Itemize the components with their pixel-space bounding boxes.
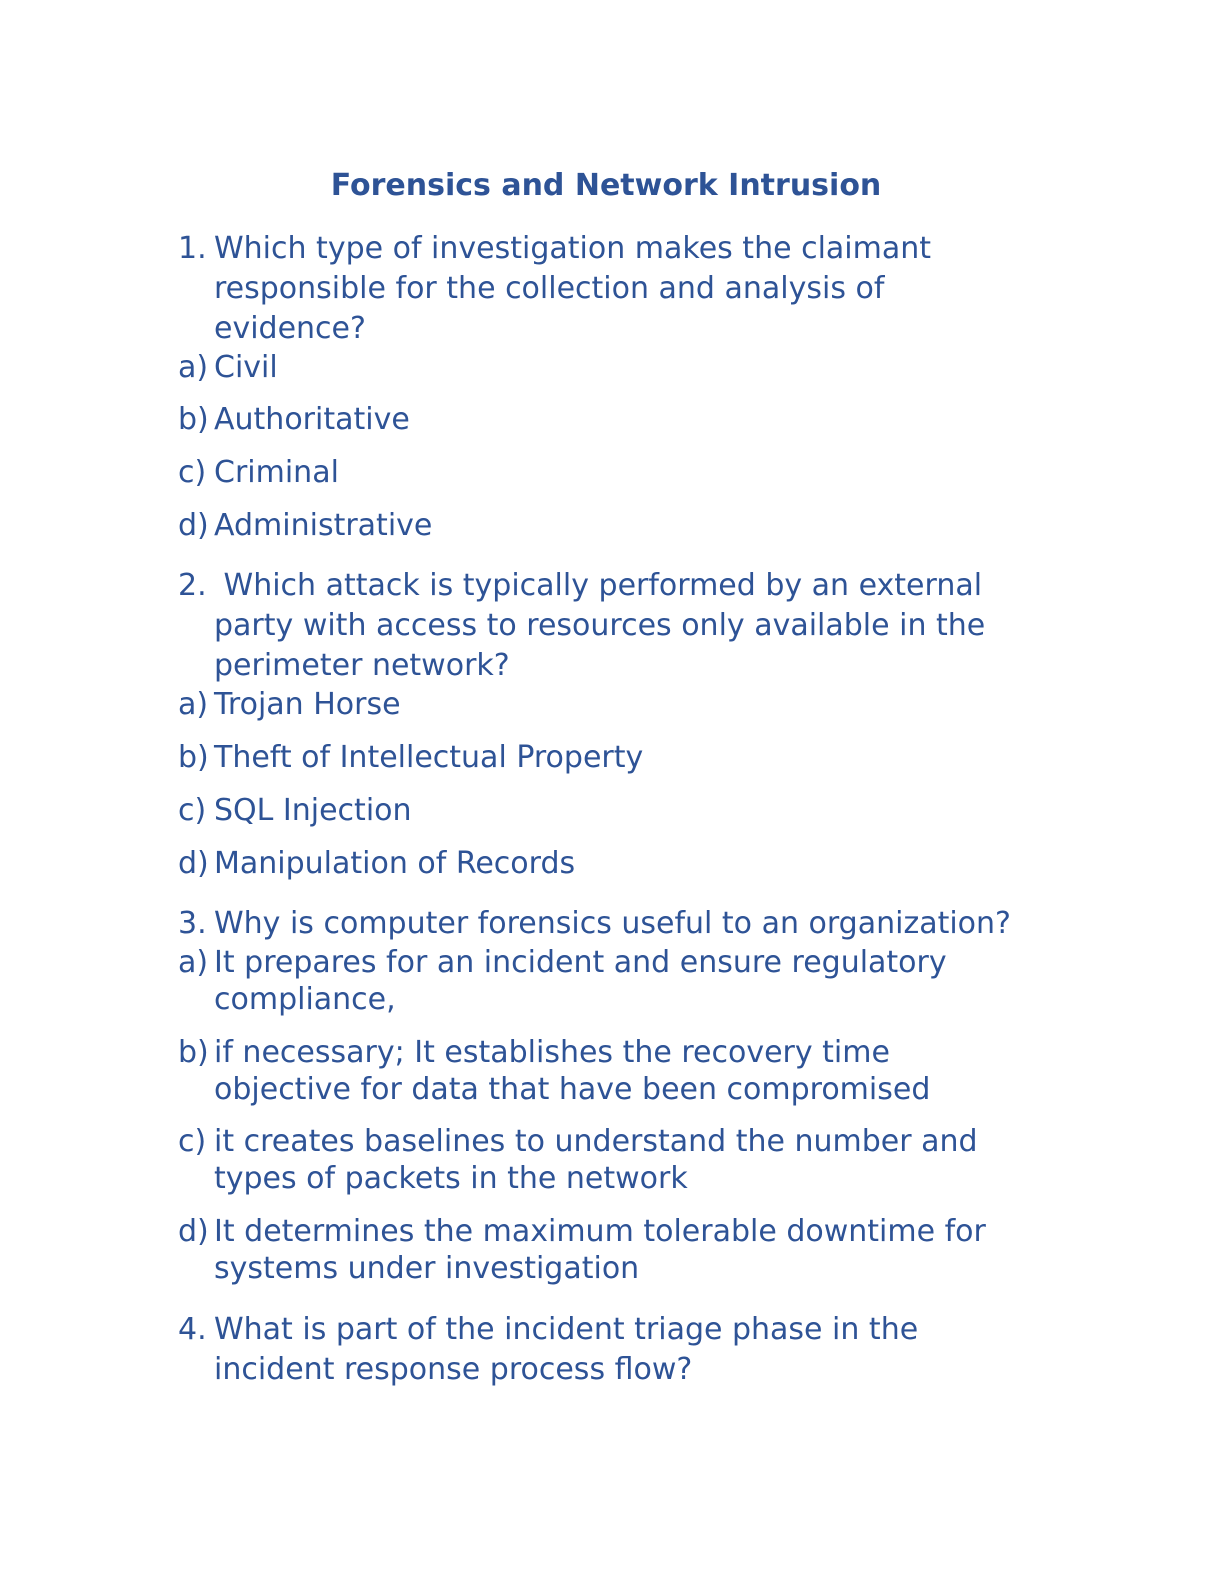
option-letter: d): [178, 508, 209, 543]
option-text: SQL Injection: [214, 793, 412, 828]
question-text: perimeter network?: [214, 648, 510, 683]
question-text: Which attack is typically performed by an external: [214, 568, 983, 603]
option-text: It prepares for an incident and ensure regulatory: [214, 945, 947, 980]
option-text: compliance,: [214, 982, 396, 1017]
option-text: Civil: [214, 350, 278, 385]
option-letter: b): [178, 1035, 209, 1070]
option-letter: c): [178, 455, 207, 490]
option-letter: d): [178, 846, 209, 881]
option-text: it creates baselines to understand the number and: [214, 1124, 978, 1159]
option-text: Authoritative: [214, 402, 410, 437]
question-text: Why is computer forensics useful to an organization?: [214, 906, 1011, 941]
option-letter: b): [178, 740, 209, 775]
option-text: It determines the maximum tolerable downtime for: [214, 1214, 986, 1249]
question-text: What is part of the incident triage phase in the: [214, 1312, 919, 1347]
option-text: Trojan Horse: [214, 687, 401, 722]
question-number: 1.: [178, 231, 207, 266]
question-number: 2.: [178, 568, 207, 603]
question-text: incident response process flow?: [214, 1352, 693, 1387]
document-title: Forensics and Network Intrusion: [330, 168, 882, 203]
question-text: responsible for the collection and analysis of: [214, 271, 885, 306]
question-text: party with access to resources only available in the: [214, 608, 986, 643]
option-text: systems under investigation: [214, 1251, 640, 1286]
question-number: 4.: [178, 1312, 207, 1347]
option-letter: a): [178, 945, 209, 980]
option-letter: a): [178, 687, 209, 722]
question-text: Which type of investigation makes the claimant: [214, 231, 932, 266]
option-letter: c): [178, 793, 207, 828]
option-text: Administrative: [214, 508, 433, 543]
option-letter: b): [178, 402, 209, 437]
option-letter: d): [178, 1214, 209, 1249]
question-text: evidence?: [214, 311, 366, 346]
option-text: if necessary; It establishes the recovery time: [214, 1035, 890, 1070]
option-text: objective for data that have been compromised: [214, 1072, 931, 1107]
option-letter: c): [178, 1124, 207, 1159]
option-text: Theft of Intellectual Property: [214, 740, 644, 775]
option-text: Criminal: [214, 455, 339, 490]
question-number: 3.: [178, 906, 207, 941]
option-text: Manipulation of Records: [214, 846, 576, 881]
option-text: types of packets in the network: [214, 1161, 688, 1196]
option-letter: a): [178, 350, 209, 385]
